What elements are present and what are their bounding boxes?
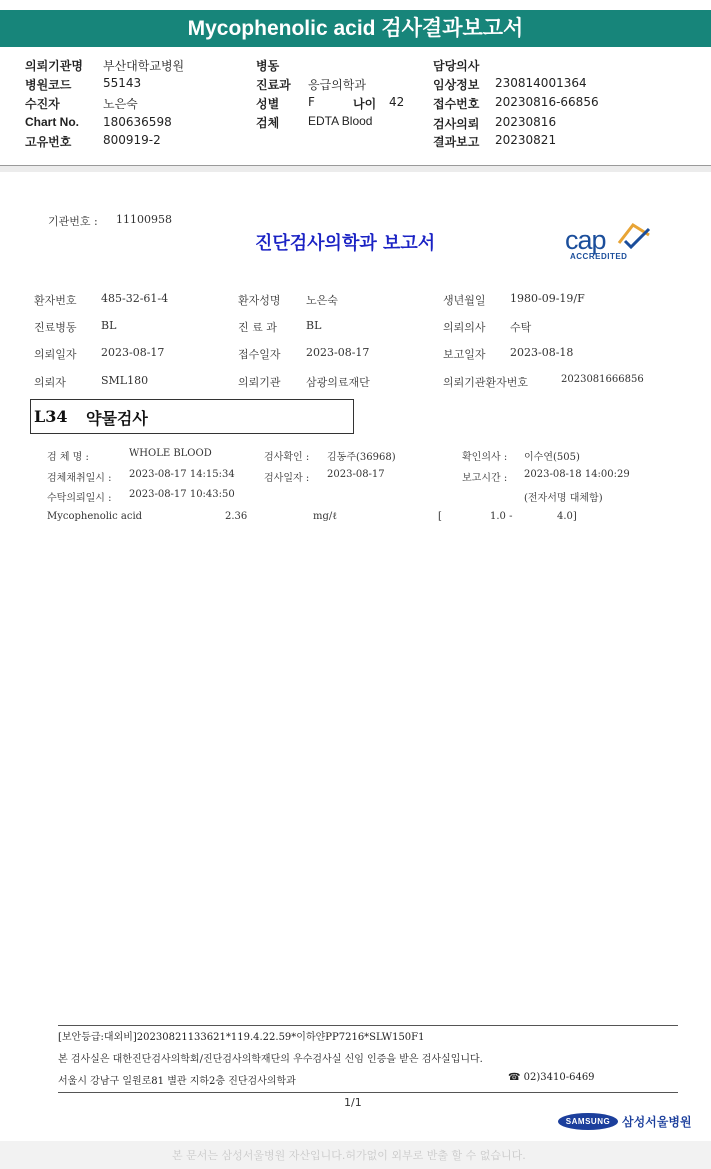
test-request-value: 20230816 <box>495 115 557 129</box>
samsung-oval-logo: SAMSUNG <box>558 1113 618 1130</box>
result-report-value: 20230821 <box>495 133 557 147</box>
section-header-box <box>30 399 354 434</box>
doctor-label: 담당의사 <box>433 59 480 73</box>
unique-no-value: 800919-2 <box>103 133 161 147</box>
section-code: L34 <box>34 407 68 426</box>
specimen-name-label: 검 체 명 : <box>47 452 89 463</box>
reference-low: 1.0 - <box>490 511 513 522</box>
sex-field <box>256 95 315 112</box>
hospital-code-value: 55143 <box>103 76 142 90</box>
ward-label: 진료병동 <box>34 321 77 334</box>
agency-no-label: 기관번호 : <box>48 215 98 228</box>
test-date-value: 2023-08-17 <box>327 469 385 480</box>
clinical-info-field <box>433 76 587 93</box>
agency-no-value: 11100958 <box>116 213 172 226</box>
reference-high: 4.0] <box>557 511 577 522</box>
clinical-info-value: 230814001364 <box>495 76 587 90</box>
age-label: 나이 <box>353 97 377 111</box>
institution-field <box>25 57 185 74</box>
phone-text: ☎ 02)3410-6469 <box>508 1072 595 1083</box>
specimen-name-value: WHOLE BLOOD <box>129 448 212 459</box>
reception-no-label: 접수번호 <box>433 97 480 111</box>
separator-band <box>0 166 711 172</box>
birth-value: 1980-09-19/F <box>510 292 585 305</box>
consign-time-value: 2023-08-17 10:43:50 <box>129 489 235 500</box>
dept-label: 진료과 <box>256 78 291 92</box>
dept-value: 응급의학과 <box>308 78 366 92</box>
unique-no-field <box>25 133 161 150</box>
doctor-field <box>433 57 479 74</box>
sex-label: 성별 <box>256 97 280 111</box>
section-name: 약물검사 <box>86 409 148 428</box>
patient-value: 노은숙 <box>103 97 138 111</box>
org-patient-no-label: 의뢰기관환자번호 <box>443 376 529 389</box>
result-test-name: Mycophenolic acid <box>47 511 143 522</box>
reception-no-value: 20230816-66856 <box>495 95 599 109</box>
result-report-field <box>433 133 557 150</box>
clinical-info-label: 임상정보 <box>433 78 480 92</box>
hospital-code-label: 병원코드 <box>25 78 72 92</box>
request-org-value: 삼광의료재단 <box>306 376 370 389</box>
result-unit: mg/ℓ <box>313 511 338 522</box>
test-request-label: 검사의뢰 <box>433 117 480 131</box>
address-text: 서울시 강남구 일원로81 별관 지하2층 진단검사의학과 <box>58 1076 296 1087</box>
patient-no-label: 환자번호 <box>34 294 77 307</box>
request-date-value: 2023-08-17 <box>101 346 165 359</box>
cap-accredited-logo <box>560 221 660 267</box>
patient-name-value: 노은숙 <box>306 294 338 307</box>
collect-time-value: 2023-08-17 14:15:34 <box>129 469 235 480</box>
cap-logo-text: cap <box>565 225 606 255</box>
ward-value: BL <box>101 319 117 332</box>
patient-info-block <box>0 47 711 166</box>
chart-no-label: Chart No. <box>25 115 79 129</box>
cap-checkmark-icon <box>615 221 655 253</box>
patient-name-label: 환자성명 <box>238 294 281 307</box>
sex-value: F <box>308 95 315 109</box>
footer-bottom-rule <box>58 1092 678 1093</box>
header-title-ko: 검사결과보고서 <box>381 16 524 40</box>
footer-top-rule <box>58 1025 678 1026</box>
age-field <box>353 95 405 112</box>
patient-no-value: 485-32-61-4 <box>101 292 169 305</box>
result-value: 2.36 <box>225 511 248 522</box>
confirm-doctor-label: 확인의사 : <box>462 452 508 463</box>
request-doctor-label: 의뢰의사 <box>443 321 486 334</box>
report-date-label: 보고일자 <box>443 348 486 361</box>
requester-label: 의뢰자 <box>34 376 66 389</box>
specimen-label: 검체 <box>256 116 280 130</box>
specimen-field <box>256 114 373 131</box>
institution-value: 부산대학교병원 <box>103 59 185 73</box>
consign-time-label: 수탁의뢰일시 : <box>47 493 112 504</box>
security-line: [보안등급:대외비]20230821133621*119.4.22.59*이하얀PP7216*SLW150F1 <box>58 1032 425 1043</box>
dept-label: 진 료 과 <box>238 321 277 334</box>
birth-label: 생년월일 <box>443 294 486 307</box>
certification-text: 본 검사실은 대한진단검사의학회/진단검사의학재단의 우수검사실 신임 인증을 받은 검사실입니다. <box>58 1054 483 1065</box>
collect-time-label: 검체채취일시 : <box>47 473 112 484</box>
report-title: 진단검사의학과 보고서 <box>255 233 436 254</box>
unique-no-label: 고유번호 <box>25 135 72 149</box>
report-time-value: 2023-08-18 14:00:29 <box>524 469 630 480</box>
specimen-value: EDTA Blood <box>308 114 373 128</box>
header-title-en: Mycophenolic acid <box>187 17 376 40</box>
request-doctor-value: 수탁 <box>510 321 532 334</box>
checker-label: 검사확인 : <box>264 452 310 463</box>
ward-field <box>256 57 279 74</box>
checker-value: 김동주(36968) <box>327 452 396 463</box>
ward-label: 병동 <box>256 59 280 73</box>
hospital-code-field <box>25 76 142 93</box>
institution-label: 의뢰기관명 <box>25 59 83 73</box>
samsung-hospital-name: 삼성서울병원 <box>622 1115 692 1129</box>
requester-value: SML180 <box>101 374 149 387</box>
report-date-value: 2023-08-18 <box>510 346 574 359</box>
signature-note: (전자서명 대체함) <box>524 493 603 504</box>
result-report-label: 결과보고 <box>433 135 480 149</box>
cap-accredited-text: ACCREDITED <box>570 252 628 261</box>
report-header-bar <box>0 10 711 47</box>
request-org-label: 의뢰기관 <box>238 376 281 389</box>
age-value: 42 <box>389 95 405 109</box>
report-time-label: 보고시간 : <box>462 473 508 484</box>
org-patient-no-value: 2023081666856 <box>561 374 644 385</box>
chart-no-value: 180636598 <box>103 115 172 129</box>
test-request-field <box>433 115 557 132</box>
confirm-doctor-value: 이수연(505) <box>524 452 580 463</box>
dept-field <box>256 76 366 93</box>
patient-field <box>25 95 138 112</box>
reference-open-bracket: [ <box>438 511 442 522</box>
reception-no-field <box>433 95 599 112</box>
patient-label: 수진자 <box>25 97 60 111</box>
page-number: 1/1 <box>344 1096 362 1109</box>
request-date-label: 의뢰일자 <box>34 348 77 361</box>
chart-no-field <box>25 115 172 129</box>
test-date-label: 검사일자 : <box>264 473 310 484</box>
dept-value: BL <box>306 319 322 332</box>
footer-watermark: 본 문서는 삼성서울병원 자산입니다.허가없이 외부로 반출 할 수 없습니다. <box>172 1149 526 1162</box>
receive-date-value: 2023-08-17 <box>306 346 370 359</box>
receive-date-label: 접수일자 <box>238 348 281 361</box>
